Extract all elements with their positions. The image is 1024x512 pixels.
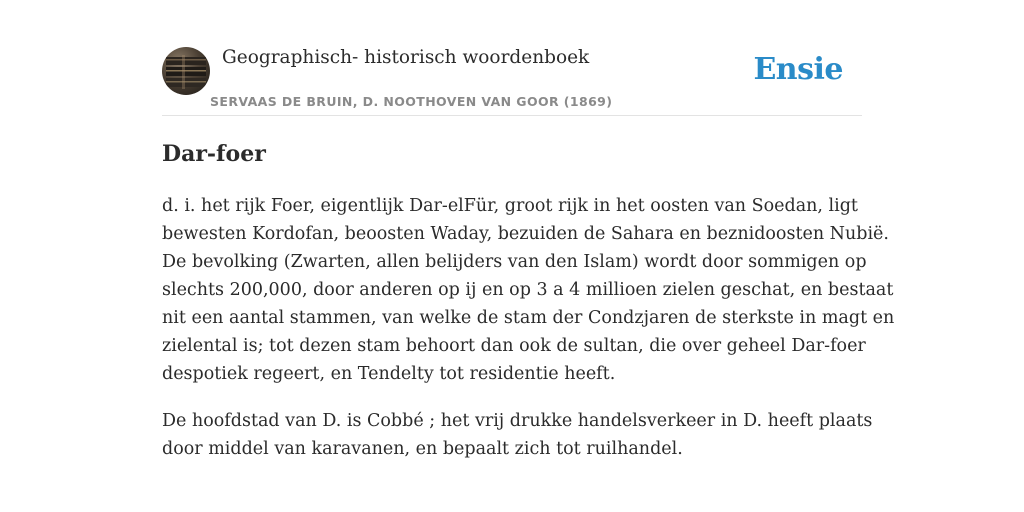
book-spines-icon	[162, 47, 210, 95]
text-line: De hoofdstad van D. is Cobbé ; het vrij drukke handelsverkeer in D. heeft plaats	[162, 411, 873, 431]
text-line: despotiek regeert, en Tendelty tot residentie heeft.	[162, 364, 616, 384]
text-line: door middel van karavanen, en bepaalt zich tot ruilhandel.	[162, 439, 683, 459]
ensie-logo[interactable]: Ensie	[753, 52, 843, 87]
entry-paragraph-2	[162, 407, 873, 463]
text-line: zielental is; tot dezen stam behoort dan ook de sultan, die over geheel Dar-foer	[162, 336, 866, 356]
text-line: De bevolking (Zwarten, allen belijders van den Islam) wordt door sommigen op	[162, 252, 867, 272]
text-line: slechts 200,000, door anderen op ij en op 3 a 4 millioen zielen geschat, en bestaat	[162, 280, 894, 300]
entry-paragraph-1	[162, 192, 895, 388]
entry-body	[162, 192, 895, 482]
text-line: nit een aantal stammen, van welke de stam der Condzjaren de sterkste in magt en	[162, 308, 895, 328]
source-header	[162, 40, 862, 116]
source-avatar[interactable]	[162, 47, 210, 95]
text-line: bewesten Kordofan, beoosten Waday, bezuiden de Sahara en beznidoosten Nubië.	[162, 224, 889, 244]
text-line: d. i. het rijk Foer, eigentlijk Dar-elFür, groot rijk in het oosten van Soedan, ligt	[162, 196, 858, 216]
source-title[interactable]: Geographisch- historisch woordenboek	[222, 47, 590, 68]
entry-headword: Dar-foer	[162, 141, 266, 167]
source-authors: SERVAAS DE BRUIN, D. NOOTHOVEN VAN GOOR (1869)	[210, 94, 613, 109]
